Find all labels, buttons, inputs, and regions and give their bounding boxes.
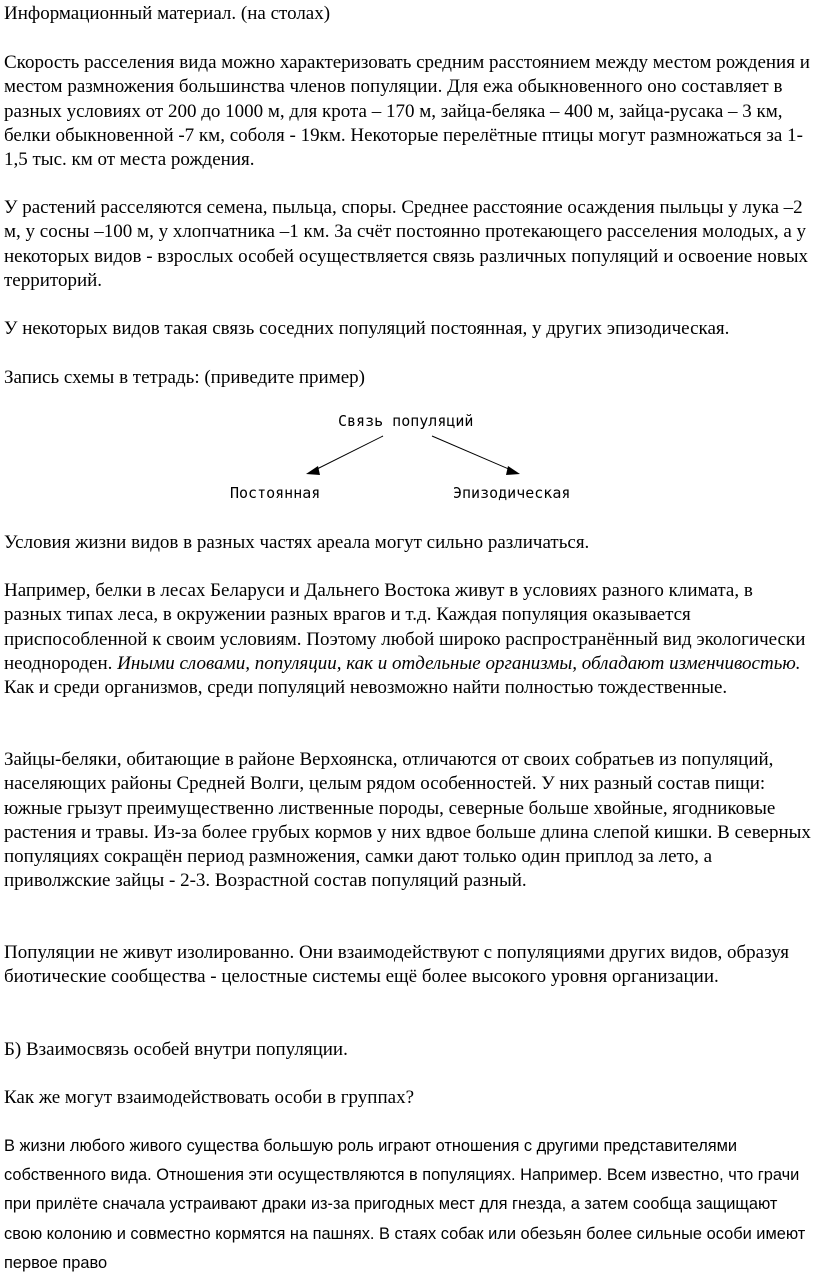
diagram-root-label: Связь популяций — [338, 412, 474, 430]
paragraph-intraspecific-relations: В жизни любого живого существа большую роль играют отношения с другими представителями собственного вида. Отношения эти осуществляются в популяциях. Например. Всем известно, что грачи при прилёте сначала устраивают драки из-за пригодных мест для гнезда, а затем сообща защищают свою колонию и совместно кормятся на пашнях. В стаях собак или обезьян более сильные особи имеют первое право — [4, 1137, 806, 1272]
diagram-right-arrowhead — [506, 466, 520, 475]
paragraph-squirrels-italic: Иными словами, популяции, как и отдельные организмы, обладают изменчивостью. — [117, 652, 801, 674]
diagram-left-label: Постоянная — [230, 484, 321, 502]
paragraph-living-conditions: Условия жизни видов в разных частях ареала могут сильно различаться. — [4, 532, 590, 553]
paragraph-squirrels — [4, 579, 814, 700]
paragraph-diagram-instruction: Запись схемы в тетрадь: (приведите пример) — [4, 367, 365, 388]
population-link-diagram — [200, 396, 620, 516]
paragraph-dispersal-speed: Скорость расселения вида можно характеризовать средним расстоянием между местом рождения и местом размножения большинства членов популяции. Для ежа обыкновенного оно составляет в разных условиях от 200 до 1000 м, для крота – 170 м, зайца-беляка – 400 м, зайца-русака – 3 км, белки обыкновенной -7 км, соболя - 19км. Некоторые перелётные птицы могут размножаться за 1-1,5 тыс. км от места рождения. — [4, 52, 810, 171]
paragraph-biotic-communities: Популяции не живут изолированно. Они взаимодействуют с популяциями других видов, образуя биотические сообщества - целостные системы ещё более высокого уровня организации. — [4, 942, 789, 988]
paragraph-hares: Зайцы-беляки, обитающие в районе Верхоянска, отличаются от своих собратьев из популяций, населяющих районы Средней Волги, целым рядом особенностей. У них разный состав пищи: южные грызут преимущественно лиственные породы, северные больше хвойные, ягодниковые растения и травы. Из-за более грубых кормов у них вдвое больше длина слепой кишки. В северных популяциях сокращён период размножения, самки дают только один приплод за лето, а приволжские зайцы - 2-3. Возрастной состав популяций разный. — [4, 749, 811, 892]
diagram-right-arrow-line — [432, 436, 511, 470]
paragraph-squirrels-end: Как и среди организмов, среди популяций невозможно найти полностью тождественные. — [4, 677, 728, 699]
paragraph-question: Как же могут взаимодействовать особи в группах? — [4, 1087, 415, 1108]
paragraph-squirrels-start: Например, белки в лесах Беларуси и Дальнего Востока живут в условиях разного климата, в разных типах леса, в окружении разных врагов и т.д. Каждая популяция оказывается приспособленной к своим условиям. Поэтому любой широко распространённый вид экологически неоднороден. — [4, 580, 806, 674]
diagram-left-arrowhead — [306, 466, 320, 475]
diagram-right-label: Эпизодическая — [453, 484, 571, 502]
paragraph-population-link: У некоторых видов такая связь соседних популяций постоянная, у других эпизодическая. — [4, 318, 730, 339]
paragraph-plant-dispersal: У растений расселяются семена, пыльца, споры. Среднее расстояние осаждения пыльцы у лука –2 м, у сосны –100 м, у хлопчатника –1 км. За счёт постоянно протекающего расселения молодых, а у некоторых видов - взрослых особей осуществляется связь различных популяций и освоение новых территорий. — [4, 197, 808, 291]
section-heading-b: Б) Взаимосвязь особей внутри популяции. — [4, 1039, 348, 1060]
diagram-left-arrow-line — [315, 436, 383, 470]
document-title: Информационный материал. (на столах) — [4, 3, 331, 24]
